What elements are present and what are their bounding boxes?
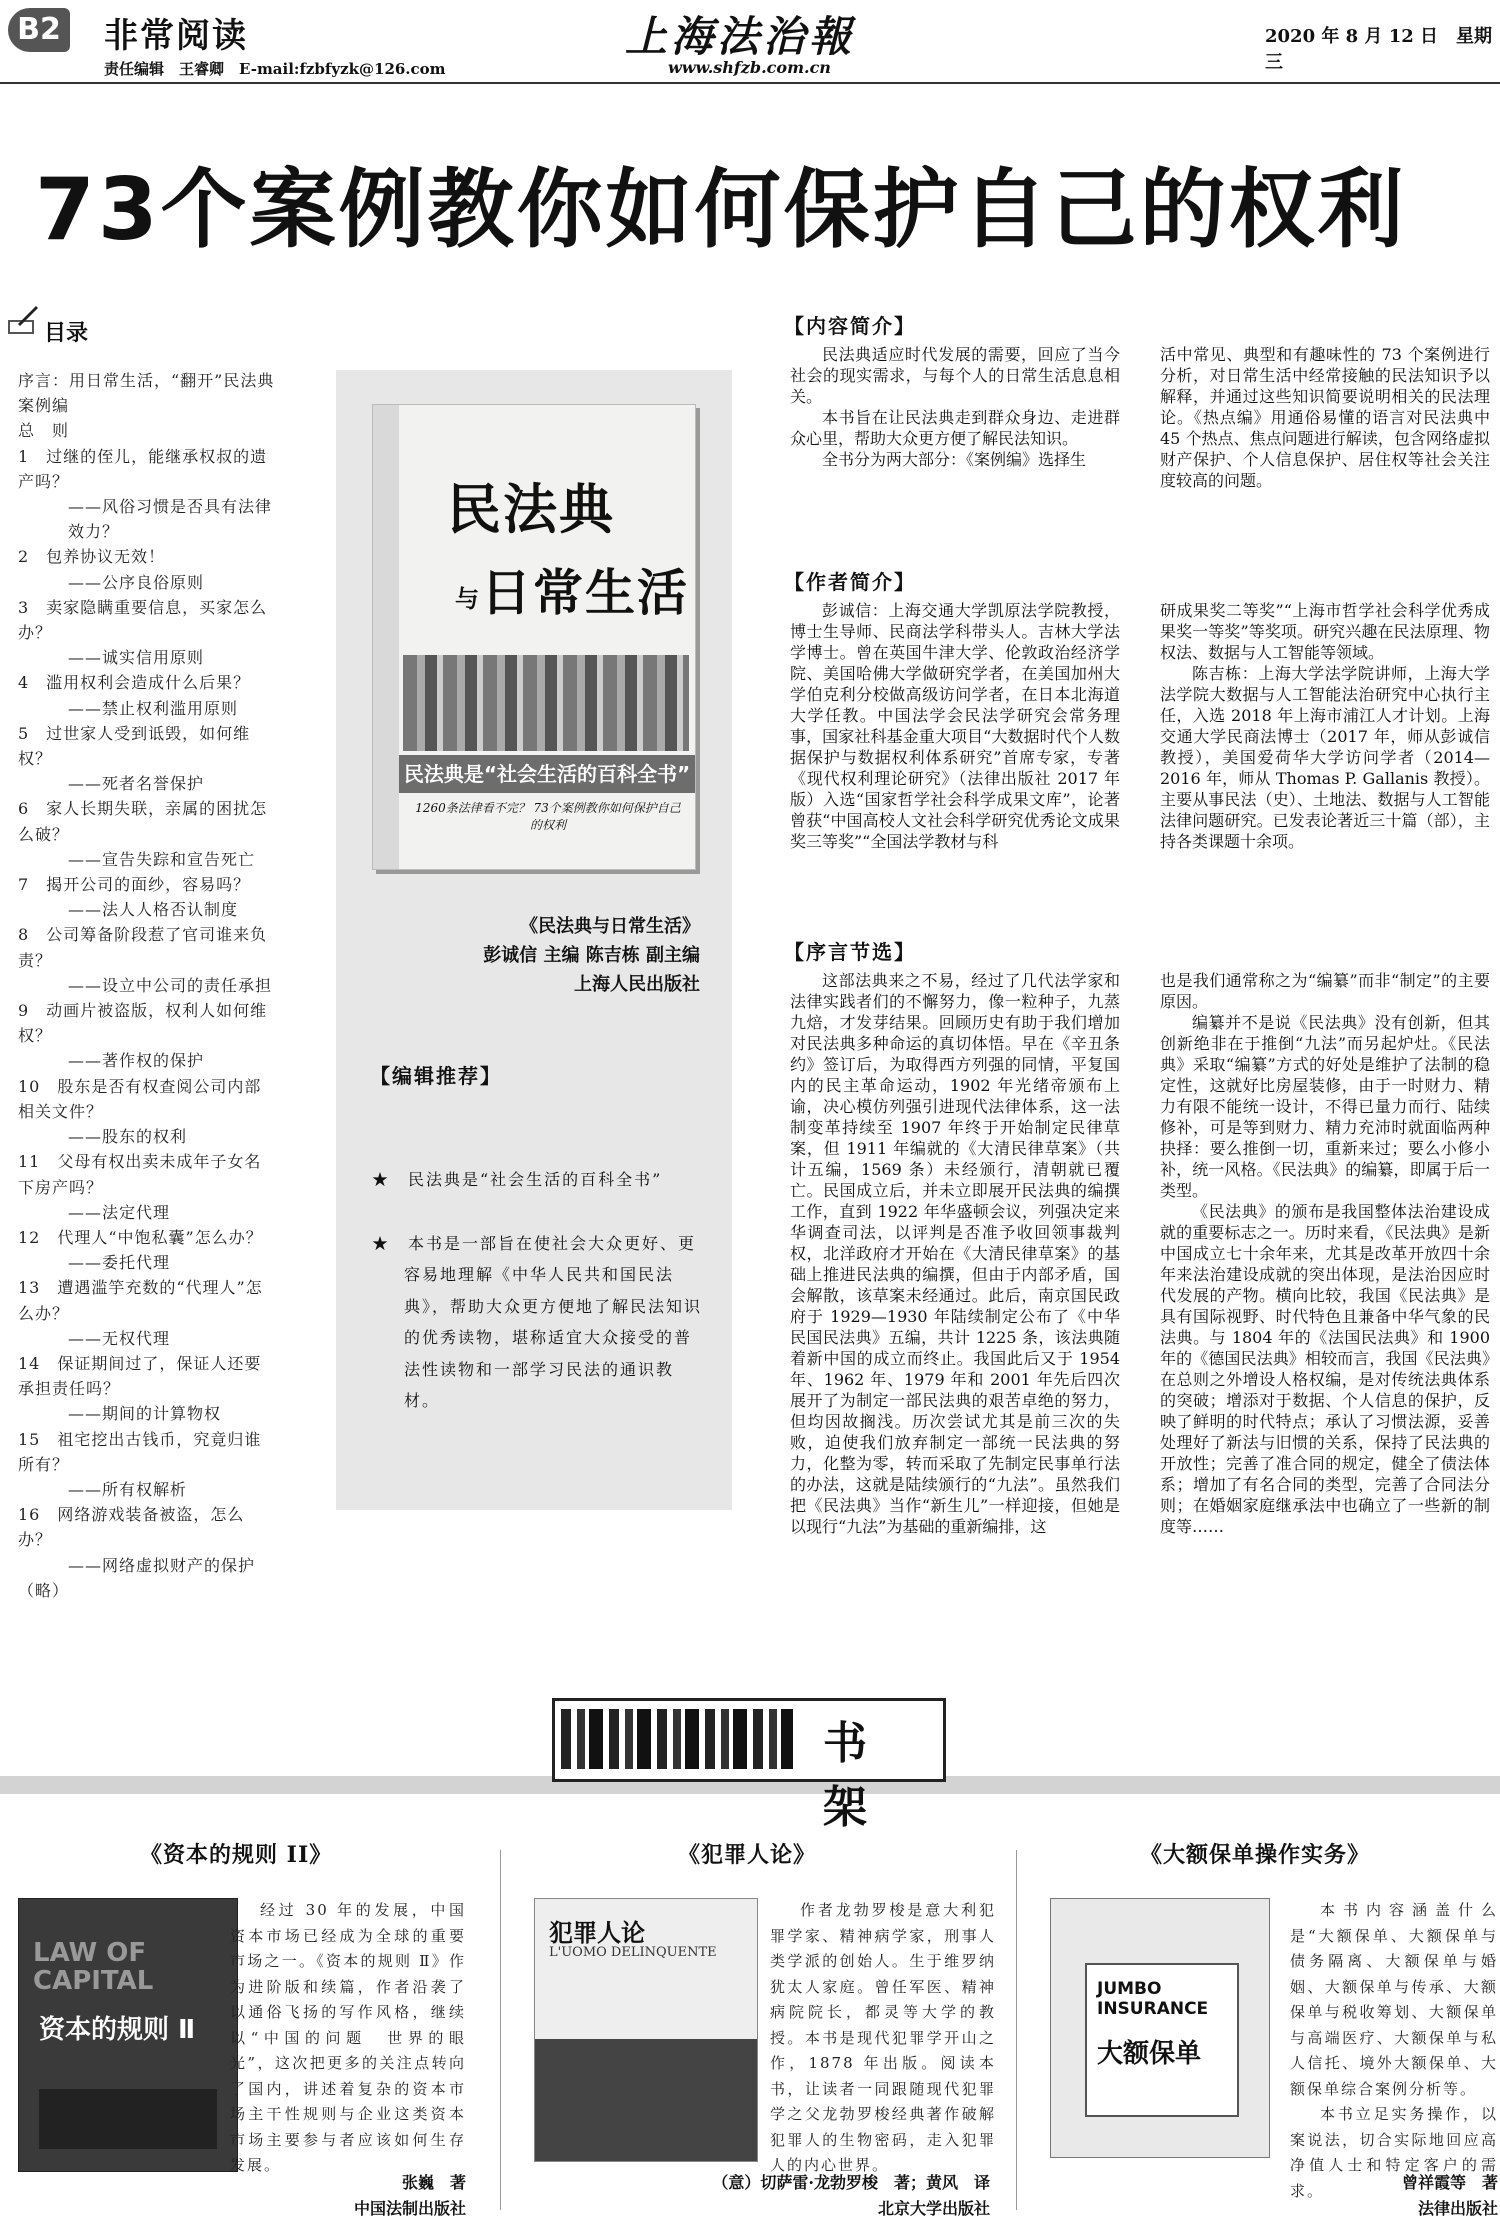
book3-author: 曾祥霞等 著 bbox=[1401, 2173, 1498, 2192]
toc-item: ——死者名誉保护 bbox=[68, 774, 205, 794]
book1-description bbox=[230, 1898, 466, 2179]
toc-item: 总 则 bbox=[18, 421, 70, 441]
toc-item: 案例编 bbox=[18, 396, 70, 416]
book3-publisher: 法律出版社 bbox=[1417, 2199, 1498, 2218]
paragraph: 作者龙勃罗梭是意大利犯罪学家、精神病学家，刑事人类学派的创始人。生于维罗纳犹太人家庭。曾任军医、精神病院院长，都灵等大学的教授。本书是现代犯罪学开山之作，1878 年出版。阅读本书，让读者一同跟随现代犯罪学之父龙勃罗梭经典著作破解犯罪人的生物密码，走入犯罪人的内心世界。 bbox=[770, 1901, 996, 2174]
book-caption-authors: 彭诚信 主编 陈吉栋 副主编 bbox=[483, 945, 700, 966]
bookshelf-icon bbox=[561, 1709, 793, 1769]
paragraph: 也是我们通常称之为“编纂”而非“制定”的主要原因。 bbox=[1160, 971, 1490, 1011]
newspaper-url: www.shfzb.com.cn bbox=[668, 58, 831, 77]
cover-title-line1: 民法典 bbox=[447, 478, 615, 541]
paragraph: 彭诚信：上海交通大学凯原法学院教授，博士生导师、民商法学科带头人。吉林大学法学博士。曾在英国牛津大学、伦敦政治经济学院、美国哈佛大学做研究学者，在美国加州大学伯克利分校做高级访问学者，在日本北海道大学任教。中国法学会民法学研究会常务理事，国家社科基金重大项目“大数据时代个人数据保护与数据权利体系研究”首席专家，专著《现代权利理论研究》（法律出版社 2017 年版）入选“国家哲学社会科学成果文库”，论著曾获“中国高校人文社会科学研究优秀论文成果奖三等奖”“全国法学教材与科 bbox=[790, 601, 1120, 851]
shelf-banner bbox=[552, 1698, 946, 1833]
paragraph: 全书分为两大部分：《案例编》选择生 bbox=[822, 450, 1087, 469]
book2-description bbox=[770, 1898, 996, 2179]
recommend-item: ★ 民法典是“社会生活的百科全书” bbox=[372, 1170, 663, 1189]
intro-right-column bbox=[1160, 344, 1490, 491]
book3-cover-cn: 大额保单 bbox=[1097, 2039, 1202, 2069]
cover-slogan: 民法典是“社会生活的百科全书” bbox=[399, 755, 695, 793]
book2-cover-cn: 犯罪人论 bbox=[549, 1919, 645, 1947]
toc-item: 4 滥用权利会造成什么后果？ bbox=[18, 673, 251, 693]
paragraph: 陈吉栋：上海大学法学院讲师，上海大学法学院大数据与人工智能法治研究中心执行主任，入选 2018 年上海市浦江人才计划。上海交通大学民商法博士（2017 年，师从彭诚信教授），美国爱荷华大学访问学者（2014—2016 年，师从 Thomas P. Gallanis 教授）。主要从事民法（史）、土地法、数据与人工智能法律问题研究。已发表论著近三十篇（部），主持各类课题十余项。 bbox=[1160, 664, 1490, 851]
toc-item: ——所有权解析 bbox=[68, 1479, 188, 1499]
toc-item: ——法人人格否认制度 bbox=[68, 900, 239, 920]
paragraph: 本书立足实务操作，以案说法，切合实际地回应高净值人士和特定客户的需求。 bbox=[1290, 2105, 1498, 2200]
toc-item: 6 家人长期失联，亲属的困扰怎么破？ bbox=[18, 799, 268, 844]
toc-item: ——股东的权利 bbox=[68, 1127, 188, 1147]
author-left-column bbox=[790, 600, 1120, 852]
book2-publisher: 北京大学出版社 bbox=[877, 2199, 990, 2218]
editor-line: 责任编辑 王睿卿 E-mail:fzbfyzk@126.com bbox=[104, 60, 446, 78]
toc-item: ——法定代理 bbox=[68, 1202, 171, 1222]
toc-item: 序言：用日常生活，“翻开”民法典 bbox=[18, 371, 275, 390]
toc-item: ——委托代理 bbox=[68, 1253, 171, 1273]
page-headline: 73个案例教你如何保护自己的权利 bbox=[35, 160, 1407, 260]
toc-item: ——设立中公司的责任承担 bbox=[68, 975, 273, 995]
book-quill-icon bbox=[6, 306, 40, 338]
book1-cover-cn: 资本的规则 Ⅱ bbox=[39, 2015, 196, 2045]
book3-title: 《大额保单操作实务》 bbox=[1140, 1842, 1371, 1868]
toc-item: 5 过世家人受到诋毁，如何维权？ bbox=[18, 723, 251, 769]
toc-item: 2 包养协议无效！ bbox=[18, 547, 166, 567]
toc-item: ——宣告失踪和宣告死亡 bbox=[68, 849, 256, 869]
book-caption-publisher: 上海人民出版社 bbox=[574, 974, 700, 995]
paragraph: 民法典适应时代发展的需要，回应了当今社会的现实需求，与每个人的日常生活息息相关。 bbox=[790, 345, 1120, 406]
toc-item: 7 揭开公司的面纱，容易吗？ bbox=[18, 875, 251, 895]
recommend-list bbox=[372, 1164, 702, 1449]
paragraph: 经过 30 年的发展，中国资本市场已经成为全球的重要市场之一。《资本的规则 Ⅱ》作为进阶版和续篇，作者沿袭了以通俗飞扬的写作风格，继续以“中国的问题 世界的眼光”，这次把更多的关注点转向了国内，讲述着复杂的资本市场主干性规则与企业这类资本市场主要参与者应该如何生存发展。 bbox=[230, 1901, 466, 2174]
cover-title-line2: 与日常生活 bbox=[455, 564, 689, 622]
toc-item: 3 卖家隐瞒重要信息，买家怎么办？ bbox=[18, 597, 268, 643]
toc-item: 9 动画片被盗版，权利人如何维权？ bbox=[18, 1001, 268, 1046]
book1-credit bbox=[230, 2170, 466, 2222]
toc-item: 10 股东是否有权查阅公司内部相关文件？ bbox=[18, 1076, 262, 1121]
book1-cover-panel bbox=[39, 2089, 217, 2149]
toc-title: 目录 bbox=[44, 321, 89, 346]
book2-credit bbox=[560, 2170, 990, 2222]
paragraph: 活中常见、典型和有趣味性的 73 个案例进行分析，对日常生活中经常接触的民法知识予以解释，并通过这些知识简要说明相关的民法理论。《热点编》用通俗易懂的语言对民法典中 45 个热点、焦点问题进行解读，包含网络虚拟财产保护、个人信息保护、居住权等社会关注度较高的问题。 bbox=[1160, 345, 1490, 490]
column-divider bbox=[500, 1850, 501, 2210]
book3-description bbox=[1290, 1898, 1498, 2204]
book-caption-title: 《民法典与日常生活》 bbox=[520, 916, 700, 937]
table-of-contents bbox=[18, 368, 276, 1603]
column-divider bbox=[1016, 1850, 1017, 2210]
toc-item: 12 代理人“中饱私囊”怎么办？ bbox=[18, 1227, 263, 1247]
book1-author: 张巍 著 bbox=[401, 2173, 466, 2192]
book2-title: 《犯罪人论》 bbox=[678, 1842, 817, 1868]
newspaper-logo: 上海法治報 bbox=[625, 12, 856, 61]
book1-title: 《资本的规则 II》 bbox=[140, 1842, 333, 1868]
toc-item: ——诚实信用原则 bbox=[68, 648, 205, 668]
toc-item: ——风俗习惯是否具有法律效力？ bbox=[68, 497, 273, 542]
toc-item: 1 过继的侄儿，能继承权叔的遗产吗？ bbox=[18, 446, 268, 491]
toc-item: ——无权代理 bbox=[68, 1328, 171, 1348]
header-rule bbox=[0, 82, 1500, 84]
book3-credit bbox=[1280, 2170, 1498, 2222]
book1-cover-en: LAW OF CAPITAL bbox=[33, 1938, 154, 1996]
book-caption bbox=[440, 912, 700, 999]
toc-item: ——禁止权利滥用原则 bbox=[68, 698, 239, 718]
toc-item: ——期间的计算物权 bbox=[68, 1404, 222, 1424]
toc-item: ——公序良俗原则 bbox=[68, 572, 205, 592]
toc-item: 13 遭遇滥竽充数的“代理人”怎么办？ bbox=[18, 1278, 263, 1323]
preface-right-column bbox=[1160, 970, 1490, 1537]
book2-author: （意）切萨雷·龙勃罗梭 著；黄风 译 bbox=[712, 2173, 990, 2192]
toc-item: 16 网络游戏装备被盗，怎么办？ bbox=[18, 1505, 245, 1550]
book-cover-image bbox=[372, 404, 696, 870]
recommend-item: ★ 本书是一部旨在使社会大众更好、更容易地理解《中华人民共和国民法典》，帮助大众更方便地了解民法知识的优秀读物，堪称适宜大众接受的普法性读物和一部学习民法的通识教材。 bbox=[372, 1233, 703, 1410]
paragraph: 编纂并不是说《民法典》没有创新，但其创新绝非在于推倒“九法”而另起炉灶。《民法典》采取“编纂”方式的好处是维护了法制的稳定性，这就好比房屋装修，由于一时财力、精力有限不能统一设计，不得已量力而行、陆续修补，可是等到财力、精力充沛时就面临两种抉择：要么推倒一切，重新来过；要么小修小补，统一风格。《民法典》的编纂，即属于后一类型。 bbox=[1160, 1013, 1490, 1200]
book3-cover bbox=[1050, 1898, 1270, 2158]
book2-cover bbox=[534, 1898, 758, 2162]
paragraph: 研成果奖二等奖”“上海市哲学社会科学优秀成果奖一等奖”等奖项。研究兴趣在民法原理、物权法、数据与人工智能等领域。 bbox=[1160, 601, 1490, 662]
toc-item: 15 祖宅挖出古钱币，究竟归谁所有？ bbox=[18, 1429, 262, 1474]
issue-date: 2020 年 8 月 12 日 星期三 bbox=[1265, 26, 1493, 73]
book1-cover bbox=[18, 1898, 238, 2172]
cover-note: 1260条法律看不完？ 73个案例教你如何保护自己的权利 bbox=[415, 801, 681, 832]
toc-item: ——网络虚拟财产的保护 bbox=[68, 1555, 256, 1575]
shelf-label: 书架 bbox=[823, 1718, 887, 1833]
recommend-title: 【编辑推荐】 bbox=[370, 1064, 502, 1088]
page-badge: B2 bbox=[8, 8, 70, 52]
toc-item: （略） bbox=[18, 1580, 70, 1600]
toc-item: ——著作权的保护 bbox=[68, 1051, 205, 1071]
book2-cover-image bbox=[535, 2039, 757, 2161]
intro-title: 【内容简介】 bbox=[784, 314, 916, 338]
author-right-column bbox=[1160, 600, 1490, 852]
paragraph: 本书旨在让民法典走到群众身边、走进群众心里，帮助大众更方便了解民法知识。 bbox=[790, 408, 1120, 448]
book2-cover-en: L'UOMO DELINQUENTE bbox=[549, 1945, 717, 1960]
cover-spine bbox=[373, 405, 399, 869]
preface-left-column bbox=[790, 970, 1120, 1537]
toc-item: 8 公司筹备阶段惹了官司谁来负责？ bbox=[18, 925, 268, 970]
toc-item: 14 保证期间过了，保证人还要承担责任吗？ bbox=[18, 1353, 262, 1399]
paragraph: 《民法典》的颁布是我国整体法治建设成就的重要标志之一。历时来看，《民法典》是新中国成立七十余年来，尤其是改革开放四十余年来法治建设成就的突出体现，是法治因应时代发展的产物。横向比较，我国《民法典》是具有国际视野、时代特色且兼备中华气象的民法典。与 1804 年的《法国民法典》和 1900 年的《德国民法典》相较而言，我国《民法典》在总则之外增设人格权编，是对传统法典体系的突破；增添对于数据、个人信息的保护，反映了鲜明的时代特点；承认了习惯法源，妥善处理好了新法与旧惯的关系，保持了民法典的开放性；完善了准合同的规定，健全了债法体系；增加了有名合同的类型，完善了合同法分则；在婚姻家庭继承法中也确立了一些新的制度等…… bbox=[1160, 1202, 1490, 1536]
preface-title: 【序言节选】 bbox=[784, 940, 916, 964]
intro-left-column bbox=[790, 344, 1120, 470]
cover-crowd-illustration bbox=[403, 655, 689, 751]
paragraph: 这部法典来之不易，经过了几代法学家和法律实践者们的不懈努力，像一粒种子，九蒸九焙，才发芽结果。回顾历史有助于我们增加对民法典多种命运的真切体悟。早在《辛丑条约》签订后，为取得西方列强的同情，平复国内的民主革命运动，1902 年光绪帝颁布上谕，决心模仿列强引进现代法律体系，这一法制变革持续至 1907 年终于开始制定民律草案，但 1911 年编就的《大清民律草案》（共计五编，1569 条）未经颁行，清朝就已覆亡。民国成立后，并未立即展开民法典的编撰工作，直到 1922 年华盛顿会议，列强决定来华调查司法，以评判是否准予收回领事裁判权，北洋政府才开始在《大清民律草案》的基础上推进民法典的编撰，但由于内部矛盾，国会解散，该草案未经通过。此后，南京国民政府于 1929—1930 年陆续制定公布了《中华民国民法典》五编，共计 1225 条，该法典随着新中国的成立而终止。我国此后又于 1954 年、1962 年、1979 年和 2001 年先后四次展开了为制定一部民法典的艰苦卓绝的努力，但均因故搁浅。历次尝试尤其是前三次的失败，迫使我们放弃制定一部统一民法典的努力，化整为零，转而采取了先制定民事单行法的办法，这就是陆续颁行的“九法”。虽然我们把《民法典》当作“新生儿”一样迎接，但她是以现行“九法”为基础的重新编排，这 bbox=[790, 971, 1120, 1536]
toc-item: 11 父母有权出卖未成年子女名下房产吗？ bbox=[18, 1152, 262, 1197]
section-title: 非常阅读 bbox=[104, 16, 248, 56]
book3-cover-en: JUMBO INSURANCE bbox=[1097, 1979, 1209, 2019]
book1-publisher: 中国法制出版社 bbox=[353, 2199, 466, 2218]
author-title: 【作者简介】 bbox=[784, 570, 916, 594]
paragraph: 本书内容涵盖什么是“大额保单、大额保单与债务隔离、大额保单与婚姻、大额保单与传承、大额保单与税收筹划、大额保单与高端医疗、大额保单与私人信托、境外大额保单、大额保单综合案例分析等。 bbox=[1290, 1901, 1498, 2098]
